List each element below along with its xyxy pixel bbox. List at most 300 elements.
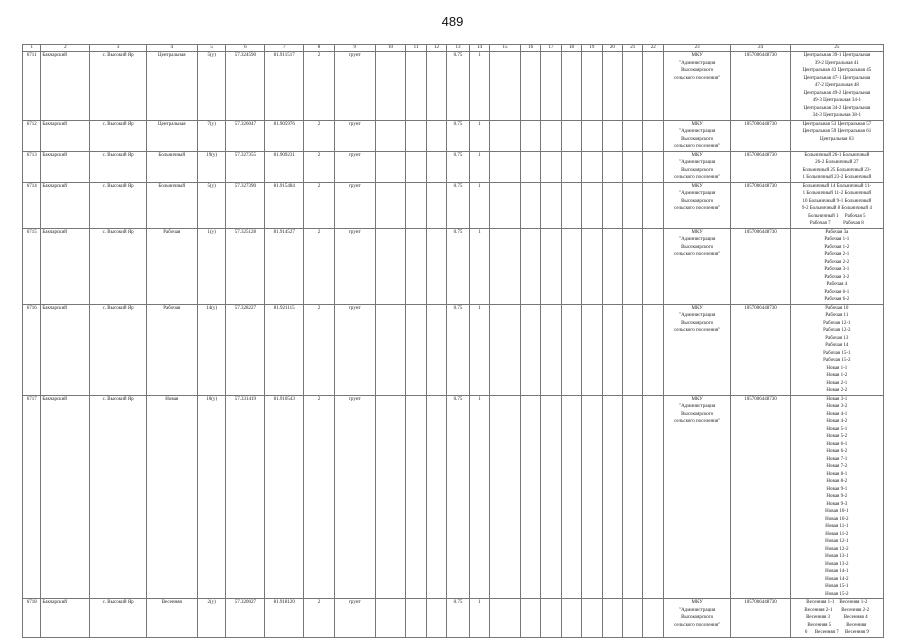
empty-cell bbox=[582, 599, 602, 638]
address-line: Центральная 59 Центральная 61 bbox=[802, 129, 872, 134]
container-volume: 0.75 bbox=[447, 599, 469, 638]
address-line: Центральная 49-2 Центральная bbox=[803, 90, 871, 96]
address-line: Новая 4-1 bbox=[826, 411, 848, 417]
column-number: 16 bbox=[520, 45, 540, 52]
empty-cell bbox=[582, 228, 602, 304]
house-number: 2(у) bbox=[197, 599, 226, 638]
column-number: 18 bbox=[561, 45, 581, 52]
owner-line: сельского поселения" bbox=[674, 328, 721, 333]
column-number: 5 bbox=[197, 45, 226, 52]
address-line: 6 Весенняя 7 Весенняя 9 bbox=[804, 630, 869, 635]
address-line: Новая 4-2 bbox=[826, 419, 848, 424]
empty-cell bbox=[582, 151, 602, 182]
owner-line: сельского поселения" bbox=[674, 144, 721, 149]
owner-line: МКУ bbox=[691, 229, 703, 235]
count: 2 bbox=[304, 151, 335, 182]
owner-line: Высокоярского bbox=[681, 68, 714, 73]
empty-cell bbox=[490, 395, 521, 599]
latitude: 57.327390 bbox=[226, 182, 265, 228]
column-number: 13 bbox=[447, 45, 469, 52]
empty-cell bbox=[561, 151, 581, 182]
served-addresses bbox=[790, 228, 883, 304]
longitude: 81.909231 bbox=[265, 151, 304, 182]
empty-cell bbox=[426, 228, 446, 304]
empty-cell bbox=[426, 151, 446, 182]
empty-cell bbox=[520, 228, 540, 304]
served-addresses bbox=[790, 182, 883, 228]
owner-line: "Администрация bbox=[679, 160, 716, 165]
address-line: Новая 14-2 bbox=[825, 576, 849, 582]
registry-body bbox=[23, 45, 884, 638]
empty-cell bbox=[643, 228, 663, 304]
street: Больничный bbox=[146, 182, 197, 228]
address-line: Рабочая 15-1 bbox=[823, 350, 851, 356]
empty-cell bbox=[375, 120, 406, 151]
address-line: Рабочая 11 bbox=[825, 313, 849, 318]
owner-line: Высокоярского bbox=[681, 167, 714, 173]
address-line: 1 Больничный 11-2 Больничный bbox=[802, 191, 872, 196]
container-volume: 0.75 bbox=[447, 52, 469, 121]
row-id: 6716 bbox=[23, 304, 41, 395]
empty-cell bbox=[490, 120, 521, 151]
address-line: Рабочая 14 bbox=[825, 343, 849, 348]
house-number: 10(у) bbox=[197, 395, 226, 599]
empty-cell bbox=[406, 151, 426, 182]
empty-cell bbox=[602, 395, 622, 599]
empty-cell bbox=[490, 182, 521, 228]
column-number: 15 bbox=[490, 45, 521, 52]
empty-cell bbox=[561, 304, 581, 395]
longitude: 81.914527 bbox=[265, 228, 304, 304]
latitude: 57.328227 bbox=[226, 304, 265, 395]
empty-cell bbox=[375, 304, 406, 395]
column-number: 17 bbox=[541, 45, 561, 52]
empty-cell bbox=[541, 120, 561, 151]
empty-cell bbox=[582, 52, 602, 121]
empty-cell bbox=[643, 151, 663, 182]
owner-line: МКУ bbox=[691, 305, 703, 311]
district: Бакчарский bbox=[41, 228, 90, 304]
address-line: Больничный 1 Рабочая 5 bbox=[808, 213, 866, 219]
empty-cell bbox=[561, 395, 581, 599]
surface-type: грунт bbox=[334, 599, 375, 638]
district: Бакчарский bbox=[41, 120, 90, 151]
empty-cell bbox=[623, 120, 643, 151]
empty-cell bbox=[561, 120, 581, 151]
street: Рабочая bbox=[146, 304, 197, 395]
address-line: Новая 10-2 bbox=[825, 516, 849, 522]
district: Бакчарский bbox=[41, 304, 90, 395]
empty-cell bbox=[426, 304, 446, 395]
surface-type: грунт bbox=[334, 120, 375, 151]
address-line: Рабочая 3а bbox=[825, 229, 849, 235]
empty-cell bbox=[426, 182, 446, 228]
empty-cell bbox=[623, 151, 643, 182]
address-line: 1 Больничный 23-2 Больничный bbox=[802, 175, 872, 180]
empty-cell bbox=[623, 395, 643, 599]
surface-type: грунт bbox=[334, 52, 375, 121]
owner-line: сельского поселения" bbox=[674, 252, 721, 257]
owner-line: МКУ bbox=[691, 152, 703, 158]
address-line: Рабочая 6-1 bbox=[824, 289, 850, 295]
empty-cell bbox=[561, 182, 581, 228]
locality: с. Высокий Яр bbox=[90, 599, 146, 638]
empty-cell bbox=[520, 52, 540, 121]
empty-cell bbox=[561, 52, 581, 121]
column-number: 14 bbox=[469, 45, 489, 52]
ogrn: 1057006448730 bbox=[731, 120, 790, 151]
empty-cell bbox=[623, 599, 643, 638]
address-line: Новая 6-1 bbox=[826, 441, 848, 447]
owner-line: сельского поселения" bbox=[674, 419, 721, 424]
locality: с. Высокий Яр bbox=[90, 395, 146, 599]
empty-cell bbox=[490, 599, 521, 638]
address-line: Новая 13-1 bbox=[825, 554, 849, 559]
count: 2 bbox=[304, 52, 335, 121]
address-line: Новая 1-1 bbox=[826, 365, 848, 371]
house-number: 19(у) bbox=[197, 151, 226, 182]
empty-cell bbox=[623, 228, 643, 304]
address-line: Рабочая 4 bbox=[826, 282, 848, 287]
owner-line: МКУ bbox=[691, 183, 703, 189]
empty-cell bbox=[623, 304, 643, 395]
empty-cell bbox=[406, 395, 426, 599]
ogrn: 1057006448730 bbox=[731, 151, 790, 182]
empty-cell bbox=[561, 228, 581, 304]
owner bbox=[663, 228, 730, 304]
empty-cell bbox=[406, 228, 426, 304]
address-line: Новая 7-1 bbox=[826, 456, 848, 462]
empty-cell bbox=[426, 395, 446, 599]
empty-cell bbox=[541, 228, 561, 304]
empty-cell bbox=[520, 151, 540, 182]
container-quantity: 1 bbox=[469, 120, 489, 151]
empty-cell bbox=[541, 151, 561, 182]
empty-cell bbox=[623, 52, 643, 121]
address-line: Весенняя 5 Весенняя bbox=[807, 622, 867, 628]
count: 2 bbox=[304, 599, 335, 638]
container-quantity: 1 bbox=[469, 151, 489, 182]
address-line: Новая 8-1 bbox=[826, 471, 848, 477]
address-line: Центральная 34-2 Центральная bbox=[803, 105, 871, 111]
owner-line: МКУ bbox=[691, 396, 703, 402]
empty-cell bbox=[375, 395, 406, 599]
container-volume: 0.75 bbox=[447, 182, 469, 228]
empty-cell bbox=[490, 151, 521, 182]
owner-line: "Администрация bbox=[679, 60, 716, 66]
address-line: 34-3 Центральная 38-1 bbox=[812, 113, 861, 118]
street: Весенняя bbox=[146, 599, 197, 638]
longitude: 81.911517 bbox=[265, 52, 304, 121]
owner-line: Высокоярского bbox=[681, 615, 714, 620]
house-number: 5(у) bbox=[197, 52, 226, 121]
ogrn: 1057006448730 bbox=[731, 395, 790, 599]
district: Бакчарский bbox=[41, 182, 90, 228]
address-line: Новая 2-1 bbox=[826, 380, 848, 386]
column-number: 4 bbox=[146, 45, 197, 52]
address-line: Новая 5-1 bbox=[826, 426, 848, 432]
column-number: 2 bbox=[41, 45, 90, 52]
empty-cell bbox=[602, 599, 622, 638]
column-number: 11 bbox=[406, 45, 426, 52]
address-line: Рабочая 13 bbox=[825, 335, 849, 341]
count: 2 bbox=[304, 304, 335, 395]
empty-cell bbox=[406, 52, 426, 121]
owner bbox=[663, 120, 730, 151]
address-line: Новая 12-2 bbox=[825, 546, 849, 552]
address-line: Рабочая 7 Рабочая 8 bbox=[809, 221, 864, 226]
column-number: 9 bbox=[334, 45, 375, 52]
longitude: 81.918120 bbox=[265, 599, 304, 638]
container-quantity: 1 bbox=[469, 599, 489, 638]
address-line: Рабочая 15-2 bbox=[823, 358, 851, 363]
table-row bbox=[23, 395, 884, 599]
empty-cell bbox=[490, 228, 521, 304]
empty-cell bbox=[643, 395, 663, 599]
empty-cell bbox=[643, 599, 663, 638]
empty-cell bbox=[602, 304, 622, 395]
address-line: Новая 15-2 bbox=[825, 591, 849, 597]
address-line: Новая 13-2 bbox=[825, 561, 849, 567]
empty-cell bbox=[426, 599, 446, 638]
address-line: Весенняя 1-1 Весенняя 1-2 bbox=[806, 600, 868, 605]
empty-cell bbox=[541, 304, 561, 395]
address-line: Больничный 14 Больничный 11- bbox=[802, 183, 872, 189]
row-id: 6711 bbox=[23, 52, 41, 121]
empty-cell bbox=[490, 52, 521, 121]
street: Новая bbox=[146, 395, 197, 599]
ogrn: 1057006448730 bbox=[731, 304, 790, 395]
served-addresses bbox=[790, 395, 883, 599]
address-line: Новая 14-1 bbox=[825, 569, 849, 574]
owner bbox=[663, 304, 730, 395]
empty-cell bbox=[643, 120, 663, 151]
empty-cell bbox=[375, 228, 406, 304]
table-row bbox=[23, 599, 884, 638]
owner-line: "Администрация bbox=[679, 313, 716, 318]
column-number: 25 bbox=[790, 45, 883, 52]
ogrn: 1057006448730 bbox=[731, 228, 790, 304]
count: 2 bbox=[304, 120, 335, 151]
address-line: Новая 15-1 bbox=[825, 584, 849, 589]
address-line: Рабочая 10 bbox=[825, 305, 849, 311]
count: 2 bbox=[304, 228, 335, 304]
ogrn: 1057006448730 bbox=[731, 599, 790, 638]
latitude: 57.325128 bbox=[226, 228, 265, 304]
house-number: 7(у) bbox=[197, 120, 226, 151]
row-id: 6717 bbox=[23, 395, 41, 599]
row-id: 6715 bbox=[23, 228, 41, 304]
address-line: Рабочая 12-1 bbox=[823, 320, 851, 326]
owner-line: "Администрация bbox=[679, 404, 716, 409]
empty-cell bbox=[582, 120, 602, 151]
surface-type: грунт bbox=[334, 228, 375, 304]
owner-line: Высокоярского bbox=[681, 244, 714, 250]
latitude: 57.331419 bbox=[226, 395, 265, 599]
empty-cell bbox=[375, 52, 406, 121]
address-line: Рабочая 2-1 bbox=[824, 252, 850, 257]
empty-cell bbox=[520, 182, 540, 228]
empty-cell bbox=[643, 182, 663, 228]
count: 2 bbox=[304, 395, 335, 599]
owner-line: сельского поселения" bbox=[674, 175, 721, 180]
column-number: 1 bbox=[23, 45, 41, 52]
district: Бакчарский bbox=[41, 599, 90, 638]
address-line: 47-2 Центральная 48 bbox=[814, 83, 859, 88]
empty-cell bbox=[602, 182, 622, 228]
address-line: Новая 5-2 bbox=[826, 434, 848, 439]
address-line: Весенняя 3 Весенняя 4 bbox=[806, 615, 868, 620]
owner-line: сельского поселения" bbox=[674, 75, 721, 81]
column-number: 24 bbox=[731, 45, 790, 52]
address-line: Весенняя 2-1 Весенняя 2-2 bbox=[804, 607, 870, 613]
container-volume: 0.75 bbox=[447, 228, 469, 304]
latitude: 57.320027 bbox=[226, 599, 265, 638]
owner-line: "Администрация bbox=[679, 129, 716, 134]
district: Бакчарский bbox=[41, 52, 90, 121]
house-number: 1(у) bbox=[197, 228, 226, 304]
owner-line: сельского поселения" bbox=[674, 206, 721, 211]
column-number: 23 bbox=[663, 45, 730, 52]
column-number: 20 bbox=[602, 45, 622, 52]
address-line: Новая 9-1 bbox=[826, 486, 848, 492]
column-number: 10 bbox=[375, 45, 406, 52]
address-line: Новая 12-1 bbox=[825, 539, 849, 544]
empty-cell bbox=[643, 52, 663, 121]
container-quantity: 1 bbox=[469, 395, 489, 599]
address-line: Новая 7-2 bbox=[826, 464, 848, 469]
address-line: Новая 3-2 bbox=[826, 404, 848, 409]
table-row bbox=[23, 228, 884, 304]
served-addresses bbox=[790, 52, 883, 121]
column-number: 8 bbox=[304, 45, 335, 52]
owner bbox=[663, 151, 730, 182]
address-line: 39-2 Центральная 41 bbox=[814, 60, 859, 66]
owner-line: МКУ bbox=[691, 53, 703, 58]
owner-line: Высокоярского bbox=[681, 198, 714, 204]
empty-cell bbox=[426, 52, 446, 121]
empty-cell bbox=[490, 304, 521, 395]
longitude: 81.910543 bbox=[265, 395, 304, 599]
empty-cell bbox=[426, 120, 446, 151]
empty-cell bbox=[406, 182, 426, 228]
owner-line: Высокоярского bbox=[681, 320, 714, 326]
address-line: 9-2 Больничный 8 Больничный 4 bbox=[801, 206, 872, 211]
surface-type: грунт bbox=[334, 304, 375, 395]
served-addresses bbox=[790, 120, 883, 151]
latitude: 57.327355 bbox=[226, 151, 265, 182]
address-line: Новая 3-1 bbox=[826, 396, 848, 402]
owner-line: МКУ bbox=[691, 121, 703, 127]
owner-line: сельского поселения" bbox=[674, 622, 721, 628]
address-line: Центральная 43 Центральная 45 bbox=[802, 68, 872, 73]
owner bbox=[663, 52, 730, 121]
container-quantity: 1 bbox=[469, 182, 489, 228]
ogrn: 1057006448730 bbox=[731, 52, 790, 121]
column-number: 12 bbox=[426, 45, 446, 52]
district: Бакчарский bbox=[41, 395, 90, 599]
latitude: 57.324590 bbox=[226, 52, 265, 121]
empty-cell bbox=[541, 52, 561, 121]
address-line: Рабочая 3-1 bbox=[824, 267, 850, 272]
row-id: 6712 bbox=[23, 120, 41, 151]
registry-table bbox=[22, 44, 884, 638]
empty-cell bbox=[602, 151, 622, 182]
locality: с. Высокий Яр bbox=[90, 182, 146, 228]
empty-cell bbox=[623, 182, 643, 228]
empty-cell bbox=[602, 52, 622, 121]
surface-type: грунт bbox=[334, 182, 375, 228]
row-id: 6713 bbox=[23, 151, 41, 182]
address-line: Новая 10-1 bbox=[825, 509, 849, 514]
address-line: Рабочая 3-2 bbox=[824, 274, 850, 280]
address-line: Больничный 25 Больничный 23- bbox=[802, 167, 872, 173]
page-number: 489 bbox=[441, 14, 464, 29]
empty-cell bbox=[520, 304, 540, 395]
owner bbox=[663, 395, 730, 599]
owner-line: "Администрация bbox=[679, 237, 716, 242]
empty-cell bbox=[520, 120, 540, 151]
empty-cell bbox=[561, 599, 581, 638]
empty-cell bbox=[541, 182, 561, 228]
owner-line: "Администрация bbox=[679, 191, 716, 196]
column-number: 6 bbox=[226, 45, 265, 52]
empty-cell bbox=[541, 395, 561, 599]
owner-line: Высокоярского bbox=[681, 411, 714, 417]
locality: с. Высокий Яр bbox=[90, 120, 146, 151]
owner bbox=[663, 182, 730, 228]
address-line: Новая 11-1 bbox=[825, 524, 849, 529]
container-quantity: 1 bbox=[469, 228, 489, 304]
address-line: 49-3 Центральная 34-1 bbox=[812, 98, 861, 103]
container-volume: 0.75 bbox=[447, 151, 469, 182]
owner-line: Высокоярского bbox=[681, 136, 714, 142]
surface-type: грунт bbox=[334, 395, 375, 599]
empty-cell bbox=[582, 182, 602, 228]
longitude: 81.921115 bbox=[265, 304, 304, 395]
street: Больничный bbox=[146, 151, 197, 182]
served-addresses bbox=[790, 304, 883, 395]
empty-cell bbox=[602, 120, 622, 151]
address-line: Центральная 63 bbox=[819, 136, 854, 142]
count: 2 bbox=[304, 182, 335, 228]
locality: с. Высокий Яр bbox=[90, 52, 146, 121]
locality: с. Высокий Яр bbox=[90, 304, 146, 395]
address-line: Рабочая 1-2 bbox=[824, 244, 850, 250]
address-line: Рабочая 6-2 bbox=[824, 297, 850, 302]
container-volume: 0.75 bbox=[447, 304, 469, 395]
container-volume: 0.75 bbox=[447, 395, 469, 599]
address-line: 10 Больничный 9-1 Больничный bbox=[802, 198, 872, 204]
street: Центральная bbox=[146, 52, 197, 121]
address-line: Новая 6-2 bbox=[826, 449, 848, 454]
served-addresses bbox=[790, 151, 883, 182]
street: Рабочая bbox=[146, 228, 197, 304]
table-row bbox=[23, 120, 884, 151]
table-row bbox=[23, 304, 884, 395]
owner bbox=[663, 599, 730, 638]
empty-cell bbox=[541, 599, 561, 638]
surface-type: грунт bbox=[334, 151, 375, 182]
empty-cell bbox=[602, 228, 622, 304]
table-row bbox=[23, 151, 884, 182]
ogrn: 1057006448730 bbox=[731, 182, 790, 228]
empty-cell bbox=[520, 395, 540, 599]
empty-cell bbox=[643, 304, 663, 395]
empty-cell bbox=[406, 120, 426, 151]
address-line: Больничный 26-1 Больничный bbox=[804, 152, 870, 158]
address-line: Новая 1-2 bbox=[826, 373, 848, 378]
